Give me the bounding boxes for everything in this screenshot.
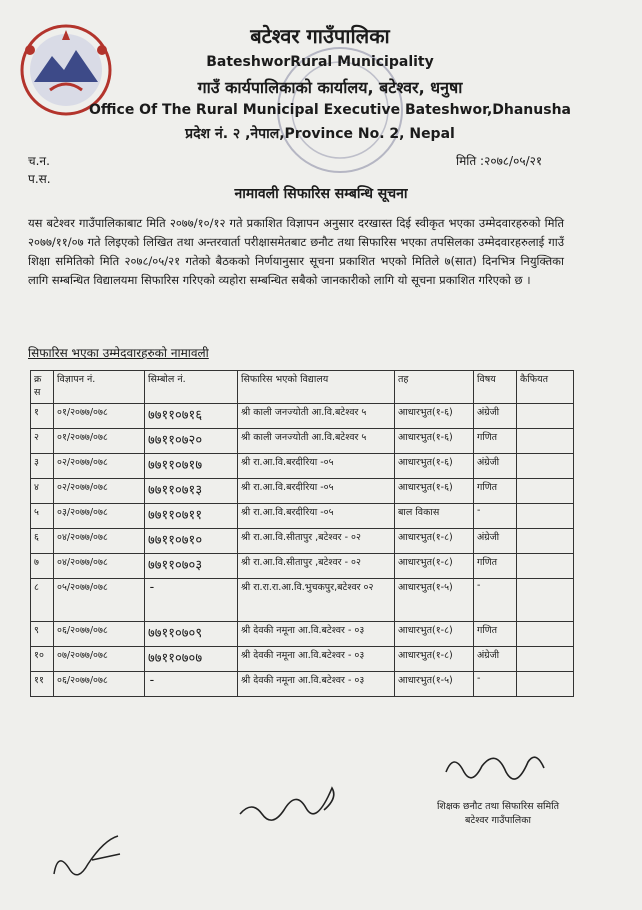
cell-subject: - — [474, 672, 517, 697]
cell-school: श्री काली जनज्योती आ.वि.बटेश्वर ५ — [238, 429, 395, 454]
coordinator-signature — [440, 742, 550, 802]
cell-sn: ६ — [31, 529, 54, 554]
cell-sn: २ — [31, 429, 54, 454]
list-title: सिफारिस भएका उम्मेदवारहरुको नामावली — [28, 346, 209, 360]
cell-ad-no: ०३/२०७७/०७८ — [54, 504, 145, 529]
cell-school: श्री रा.आ.वि.बरदीरिया -०५ — [238, 504, 395, 529]
cell-ad-no: ०५/२०७७/०७८ — [54, 579, 145, 622]
cell-subject: अंग्रेजी — [474, 454, 517, 479]
cell-school: श्री रा.आ.वि.सीतापुर ,बटेश्वर - ०२ — [238, 529, 395, 554]
cell-subject: अंग्रेजी — [474, 404, 517, 429]
cell-level: आधारभुत(१-६) — [395, 429, 474, 454]
dispatch-label: प.स. — [28, 172, 51, 186]
cell-remarks — [517, 647, 574, 672]
municipality-title-en: BateshworRural Municipality — [206, 54, 434, 70]
office-title-ne: गाउँ कार्यपालिकाको कार्यालय, बटेश्वर, धनुषा — [197, 78, 463, 97]
cell-remarks — [517, 404, 574, 429]
cell-subject: गणित — [474, 554, 517, 579]
notice-title: नामावली सिफारिस सम्बन्धि सूचना — [234, 186, 408, 202]
office-title-en: Office Of The Rural Municipal Executive Bateshwor,Dhanusha — [89, 102, 571, 118]
cell-school: श्री रा.रा.रा.आ.वि.भुचकपुर,बटेश्वर ०२ — [238, 579, 395, 622]
cell-subject: गणित — [474, 479, 517, 504]
cell-symbol-no: ७७११०७२० — [145, 429, 238, 454]
cell-level: आधारभुत(१-६) — [395, 404, 474, 429]
cell-subject: - — [474, 504, 517, 529]
committee-name: शिक्षक छनौट तथा सिफारिस समिति — [436, 801, 560, 812]
col-level: तह — [395, 371, 474, 404]
province-line: प्रदेश नं. २ ,नेपाल,Province No. 2, Nepal — [185, 126, 455, 142]
notice-date: मिति :२०७८/०५/२१ — [456, 154, 543, 168]
table-row — [31, 554, 574, 579]
cell-symbol-no: - — [145, 579, 238, 622]
cell-ad-no: ०७/२०७७/०७८ — [54, 647, 145, 672]
col-subject: विषय — [474, 371, 517, 404]
cell-sn: १ — [31, 404, 54, 429]
col-symbol-no: सिम्बोल नं. — [145, 371, 238, 404]
col-sn: क्र स — [31, 371, 54, 404]
signature-caption — [418, 800, 578, 828]
col-remarks: कैफियत — [517, 371, 574, 404]
col-ad-no: विज्ञापन नं. — [54, 371, 145, 404]
cell-sn: ४ — [31, 479, 54, 504]
cell-ad-no: ०४/२०७७/०७८ — [54, 554, 145, 579]
cell-remarks — [517, 554, 574, 579]
cell-symbol-no: ७७११०७१६ — [145, 404, 238, 429]
table-row — [31, 529, 574, 554]
municipality-title-ne: बटेश्वर गाउँपालिका — [250, 24, 390, 48]
cell-ad-no: ०१/२०७७/०७८ — [54, 404, 145, 429]
table-row — [31, 404, 574, 429]
cell-symbol-no: ७७११०७१७ — [145, 454, 238, 479]
cell-symbol-no: ७७११०७०९ — [145, 622, 238, 647]
cell-remarks — [517, 504, 574, 529]
cell-ad-no: ०२/२०७७/०७८ — [54, 479, 145, 504]
cell-remarks — [517, 454, 574, 479]
member-signature — [236, 770, 346, 830]
cell-sn: ७ — [31, 554, 54, 579]
cell-sn: ८ — [31, 579, 54, 622]
cell-subject: - — [474, 579, 517, 622]
cell-sn: ३ — [31, 454, 54, 479]
cell-school: श्री देवकी नमूना आ.वि.बटेश्वर - ०३ — [238, 622, 395, 647]
table-row — [31, 479, 574, 504]
cell-subject: गणित — [474, 622, 517, 647]
cell-school: श्री काली जनज्योती आ.वि.बटेश्वर ५ — [238, 404, 395, 429]
cell-ad-no: ०२/२०७७/०७८ — [54, 454, 145, 479]
cell-school: श्री देवकी नमूना आ.वि.बटेश्वर - ०३ — [238, 647, 395, 672]
cell-remarks — [517, 529, 574, 554]
cell-symbol-no: ७७११०७१३ — [145, 479, 238, 504]
cell-remarks — [517, 479, 574, 504]
cell-level: आधारभुत(१-८) — [395, 554, 474, 579]
cell-level: बाल विकास — [395, 504, 474, 529]
cell-level: आधारभुत(१-५) — [395, 672, 474, 697]
table-row — [31, 454, 574, 479]
cell-level: आधारभुत(१-८) — [395, 622, 474, 647]
committee-office: बटेश्वर गाउँपालिका — [465, 815, 531, 826]
cell-remarks — [517, 429, 574, 454]
cell-remarks — [517, 622, 574, 647]
cell-level: आधारभुत(१-६) — [395, 454, 474, 479]
reference-label: च.न. — [28, 154, 50, 168]
cell-subject: अंग्रेजी — [474, 529, 517, 554]
cell-subject: अंग्रेजी — [474, 647, 517, 672]
cell-level: आधारभुत(१-८) — [395, 647, 474, 672]
cell-school: श्री रा.आ.वि.सीतापुर ,बटेश्वर - ०२ — [238, 554, 395, 579]
cell-sn: ५ — [31, 504, 54, 529]
table-row — [31, 504, 574, 529]
candidate-table — [30, 370, 574, 697]
cell-ad-no: ०१/२०७७/०७८ — [54, 429, 145, 454]
table-row — [31, 622, 574, 647]
cell-sn: १० — [31, 647, 54, 672]
cell-symbol-no: - — [145, 672, 238, 697]
cell-sn: ९ — [31, 622, 54, 647]
cell-symbol-no: ७७११०७१० — [145, 529, 238, 554]
table-row — [31, 672, 574, 697]
cell-symbol-no: ७७११०७०७ — [145, 647, 238, 672]
cell-school: श्री रा.आ.वि.बरदीरिया -०५ — [238, 454, 395, 479]
cell-ad-no: ०६/२०७७/०७८ — [54, 672, 145, 697]
cell-level: आधारभुत(१-५) — [395, 579, 474, 622]
cell-remarks — [517, 579, 574, 622]
cell-ad-no: ०४/२०७७/०७८ — [54, 529, 145, 554]
notice-body: यस बटेश्वर गाउँपालिकाबाट मिति २०७७/१०/१२ गते प्रकाशित विज्ञापन अनुसार दरखास्त दिई स्वीकृत भएका उम्मेदवारहरुको मिति २०७७/११/०७ गते लिइएको लिखित तथा अन्तरवार्ता परीक्षासमेतबाट छनौट तथा सिफारिस भएका तपसिलका उम्मेदवारहरुलाई गाउँ शिक्षा समितिको मिति २०७८/०५/२१ गतेको बैठकको निर्णयानुसार सूचना प्रकाशित भएको मितिले ७(सात) दिनभित्र नियुक्तिका लागि सम्बन्धित विद्यालयमा सिफारिस गरिएको व्यहोरा सम्बन्धित सबैको जानकारीको लागि यो सूचना प्रकाशित गरिएको छ । — [28, 216, 564, 287]
cell-school: श्री रा.आ.वि.बरदीरिया -०५ — [238, 479, 395, 504]
cell-symbol-no: ७७११०७११ — [145, 504, 238, 529]
table-header-row — [31, 371, 574, 404]
table-row — [31, 579, 574, 622]
table-row — [31, 429, 574, 454]
table-row — [31, 647, 574, 672]
initial-signature — [48, 830, 128, 890]
cell-sn: ११ — [31, 672, 54, 697]
cell-school: श्री देवकी नमूना आ.वि.बटेश्वर - ०३ — [238, 672, 395, 697]
cell-symbol-no: ७७११०७०३ — [145, 554, 238, 579]
cell-ad-no: ०६/२०७७/०७८ — [54, 622, 145, 647]
cell-subject: गणित — [474, 429, 517, 454]
cell-remarks — [517, 672, 574, 697]
col-school: सिफारिस भएको विद्यालय — [238, 371, 395, 404]
cell-level: आधारभुत(१-६) — [395, 479, 474, 504]
cell-level: आधारभुत(१-८) — [395, 529, 474, 554]
